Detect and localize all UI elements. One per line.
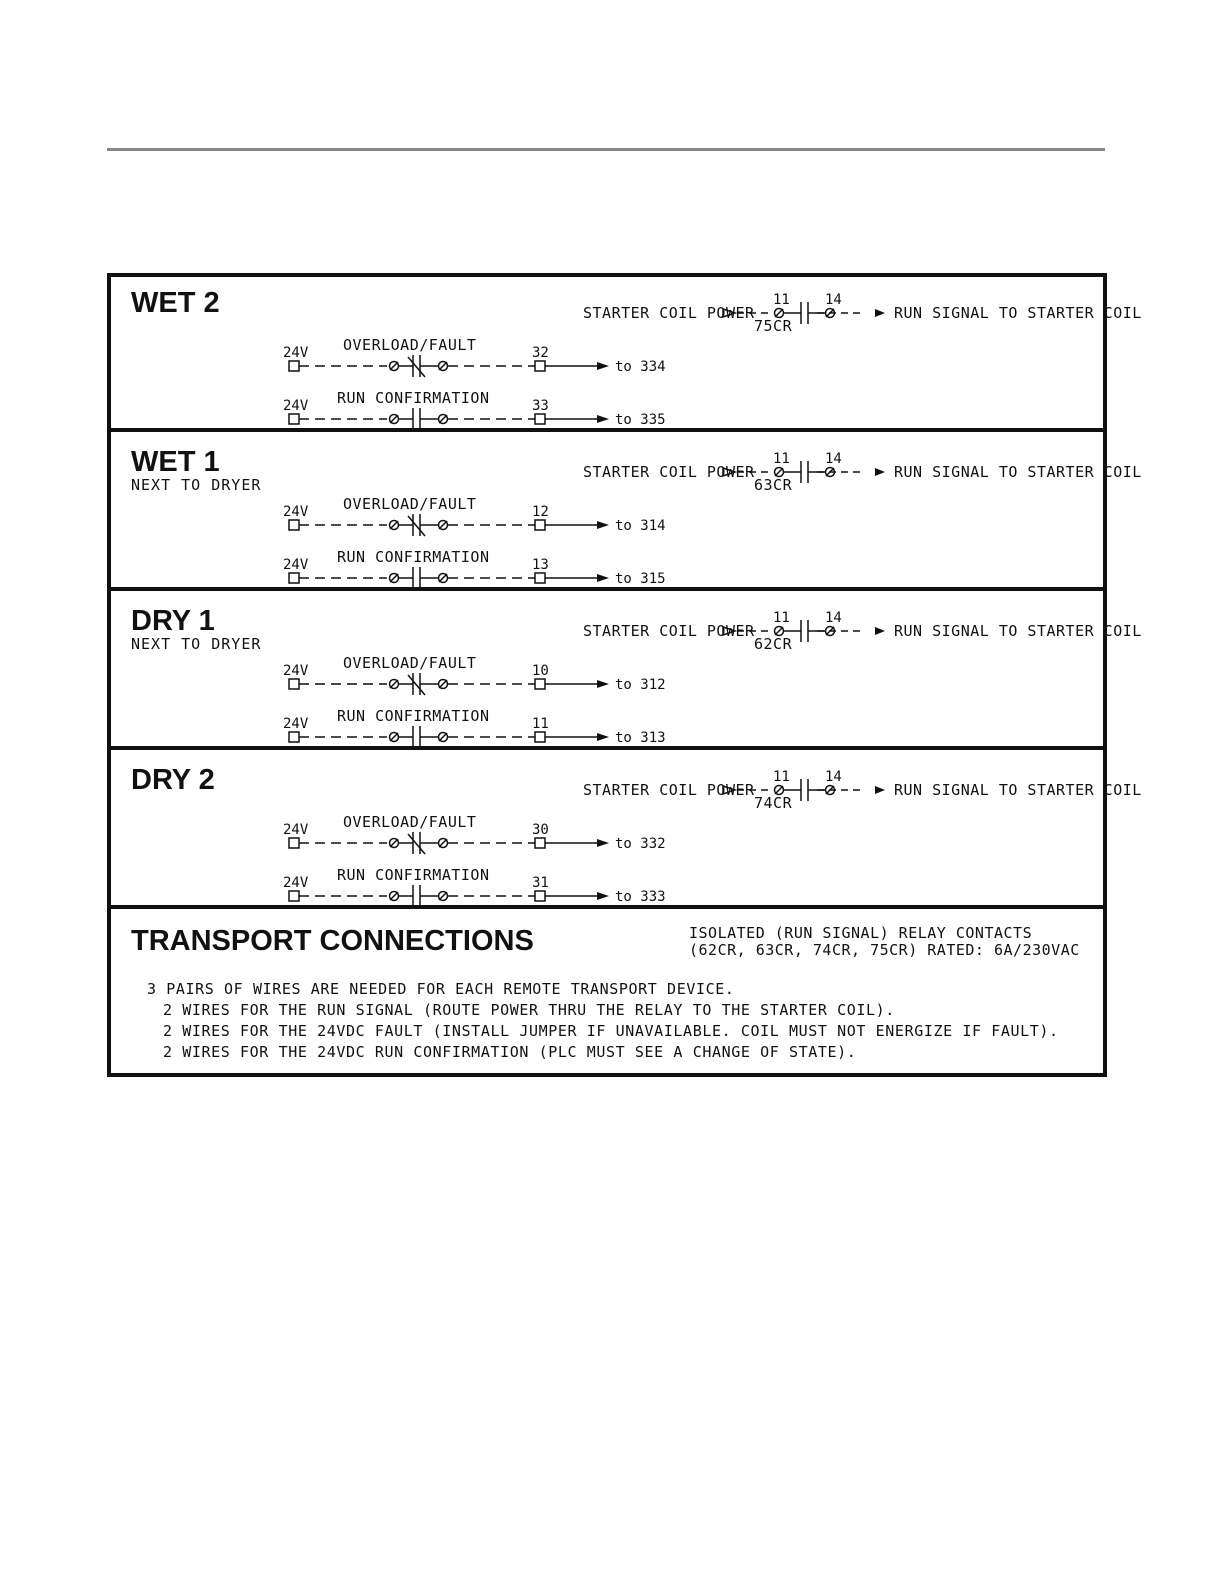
- starter-output-label: RUN SIGNAL TO STARTER COIL: [894, 463, 1142, 481]
- wiring-section-4: [111, 754, 1142, 909]
- wiring-schematic: [111, 754, 1142, 909]
- run-voltage: 24V: [283, 875, 309, 891]
- run-arrowhead: [597, 574, 609, 582]
- overload-terminal: 30: [532, 822, 549, 838]
- overload-destination: to 332: [615, 836, 666, 852]
- section-title: WET 2: [131, 287, 220, 319]
- overload-voltage: 24V: [283, 663, 309, 679]
- relay-label: 75CR: [754, 317, 793, 335]
- run-label: RUN CONFIRMATION: [337, 707, 490, 725]
- starter-output-arrowhead: [875, 627, 885, 635]
- starter-terminal-a: 11: [773, 769, 790, 785]
- overload-nc-contact: [289, 673, 599, 695]
- starter-output-arrowhead: [875, 468, 885, 476]
- overload-voltage: 24V: [283, 504, 309, 520]
- overload-arrowhead: [597, 521, 609, 529]
- starter-terminal-b: 14: [825, 610, 842, 626]
- note-item: 2 WIRES FOR THE 24VDC RUN CONFIRMATION (PLC MUST SEE A CHANGE OF STATE).: [163, 1043, 857, 1061]
- overload-nc-contact: [289, 832, 599, 854]
- transport-title: TRANSPORT CONNECTIONS: [131, 925, 534, 957]
- run-destination: to 315: [615, 571, 666, 587]
- section-subtitle: NEXT TO DRYER: [131, 635, 262, 653]
- wiring-schematic: [111, 595, 1142, 750]
- starter-label: STARTER COIL POWER: [583, 622, 755, 640]
- run-no-contact: [289, 726, 599, 748]
- starter-output-arrowhead: [875, 309, 885, 317]
- overload-label: OVERLOAD/FAULT: [343, 336, 477, 354]
- overload-destination: to 334: [615, 359, 666, 375]
- overload-nc-contact: [289, 355, 599, 377]
- wiring-section-2: [111, 436, 1142, 591]
- starter-output-label: RUN SIGNAL TO STARTER COIL: [894, 622, 1142, 640]
- top-rule: [107, 148, 1105, 151]
- run-no-contact: [289, 885, 599, 907]
- note-item: 2 WIRES FOR THE RUN SIGNAL (ROUTE POWER THRU THE RELAY TO THE STARTER COIL).: [163, 1001, 895, 1019]
- wiring-schematic: [111, 277, 1142, 432]
- wiring-schematic: [111, 436, 1142, 591]
- relay-rating-line-2: (62CR, 63CR, 74CR, 75CR) RATED: 6A/230VAC: [689, 941, 1080, 959]
- transport-connections-section: [111, 913, 1103, 1073]
- relay-label: 63CR: [754, 476, 793, 494]
- transport-notes: [147, 979, 1059, 1063]
- run-terminal: 33: [532, 398, 549, 414]
- starter-output-arrowhead: [875, 786, 885, 794]
- starter-label: STARTER COIL POWER: [583, 781, 755, 799]
- overload-label: OVERLOAD/FAULT: [343, 495, 477, 513]
- run-terminal: 11: [532, 716, 549, 732]
- run-destination: to 335: [615, 412, 666, 428]
- starter-output-label: RUN SIGNAL TO STARTER COIL: [894, 304, 1142, 322]
- run-voltage: 24V: [283, 557, 309, 573]
- overload-arrowhead: [597, 362, 609, 370]
- run-no-contact: [289, 408, 599, 430]
- run-voltage: 24V: [283, 398, 309, 414]
- run-terminal: 13: [532, 557, 549, 573]
- overload-nc-contact: [289, 514, 599, 536]
- section-title: DRY 2: [131, 764, 215, 796]
- starter-label: STARTER COIL POWER: [583, 304, 755, 322]
- note-intro: 3 PAIRS OF WIRES ARE NEEDED FOR EACH REMOTE TRANSPORT DEVICE.: [147, 980, 735, 998]
- run-no-contact: [289, 567, 599, 589]
- overload-terminal: 32: [532, 345, 549, 361]
- section-title: DRY 1: [131, 605, 215, 637]
- relay-rating-line-1: ISOLATED (RUN SIGNAL) RELAY CONTACTS: [689, 924, 1033, 942]
- overload-terminal: 10: [532, 663, 549, 679]
- run-terminal: 31: [532, 875, 549, 891]
- wiring-section-3: [111, 595, 1142, 750]
- run-arrowhead: [597, 892, 609, 900]
- overload-arrowhead: [597, 680, 609, 688]
- relay-rating: [689, 925, 1080, 959]
- relay-label: 62CR: [754, 635, 793, 653]
- overload-destination: to 312: [615, 677, 666, 693]
- starter-output-label: RUN SIGNAL TO STARTER COIL: [894, 781, 1142, 799]
- overload-terminal: 12: [532, 504, 549, 520]
- run-destination: to 333: [615, 889, 666, 905]
- starter-terminal-a: 11: [773, 292, 790, 308]
- starter-terminal-b: 14: [825, 292, 842, 308]
- wiring-section-1: [111, 277, 1142, 432]
- starter-label: STARTER COIL POWER: [583, 463, 755, 481]
- run-voltage: 24V: [283, 716, 309, 732]
- overload-label: OVERLOAD/FAULT: [343, 654, 477, 672]
- run-arrowhead: [597, 733, 609, 741]
- wiring-diagram-frame: [107, 273, 1142, 1077]
- overload-voltage: 24V: [283, 345, 309, 361]
- overload-arrowhead: [597, 839, 609, 847]
- starter-terminal-a: 11: [773, 451, 790, 467]
- run-label: RUN CONFIRMATION: [337, 866, 490, 884]
- starter-terminal-b: 14: [825, 769, 842, 785]
- run-label: RUN CONFIRMATION: [337, 548, 490, 566]
- run-arrowhead: [597, 415, 609, 423]
- run-destination: to 313: [615, 730, 666, 746]
- relay-label: 74CR: [754, 794, 793, 812]
- run-label: RUN CONFIRMATION: [337, 389, 490, 407]
- overload-destination: to 314: [615, 518, 666, 534]
- overload-voltage: 24V: [283, 822, 309, 838]
- section-subtitle: NEXT TO DRYER: [131, 476, 262, 494]
- section-title: WET 1: [131, 446, 220, 478]
- starter-terminal-b: 14: [825, 451, 842, 467]
- overload-label: OVERLOAD/FAULT: [343, 813, 477, 831]
- note-item: 2 WIRES FOR THE 24VDC FAULT (INSTALL JUMPER IF UNAVAILABLE. COIL MUST NOT ENERGIZE IF FAULT).: [163, 1022, 1059, 1040]
- starter-terminal-a: 11: [773, 610, 790, 626]
